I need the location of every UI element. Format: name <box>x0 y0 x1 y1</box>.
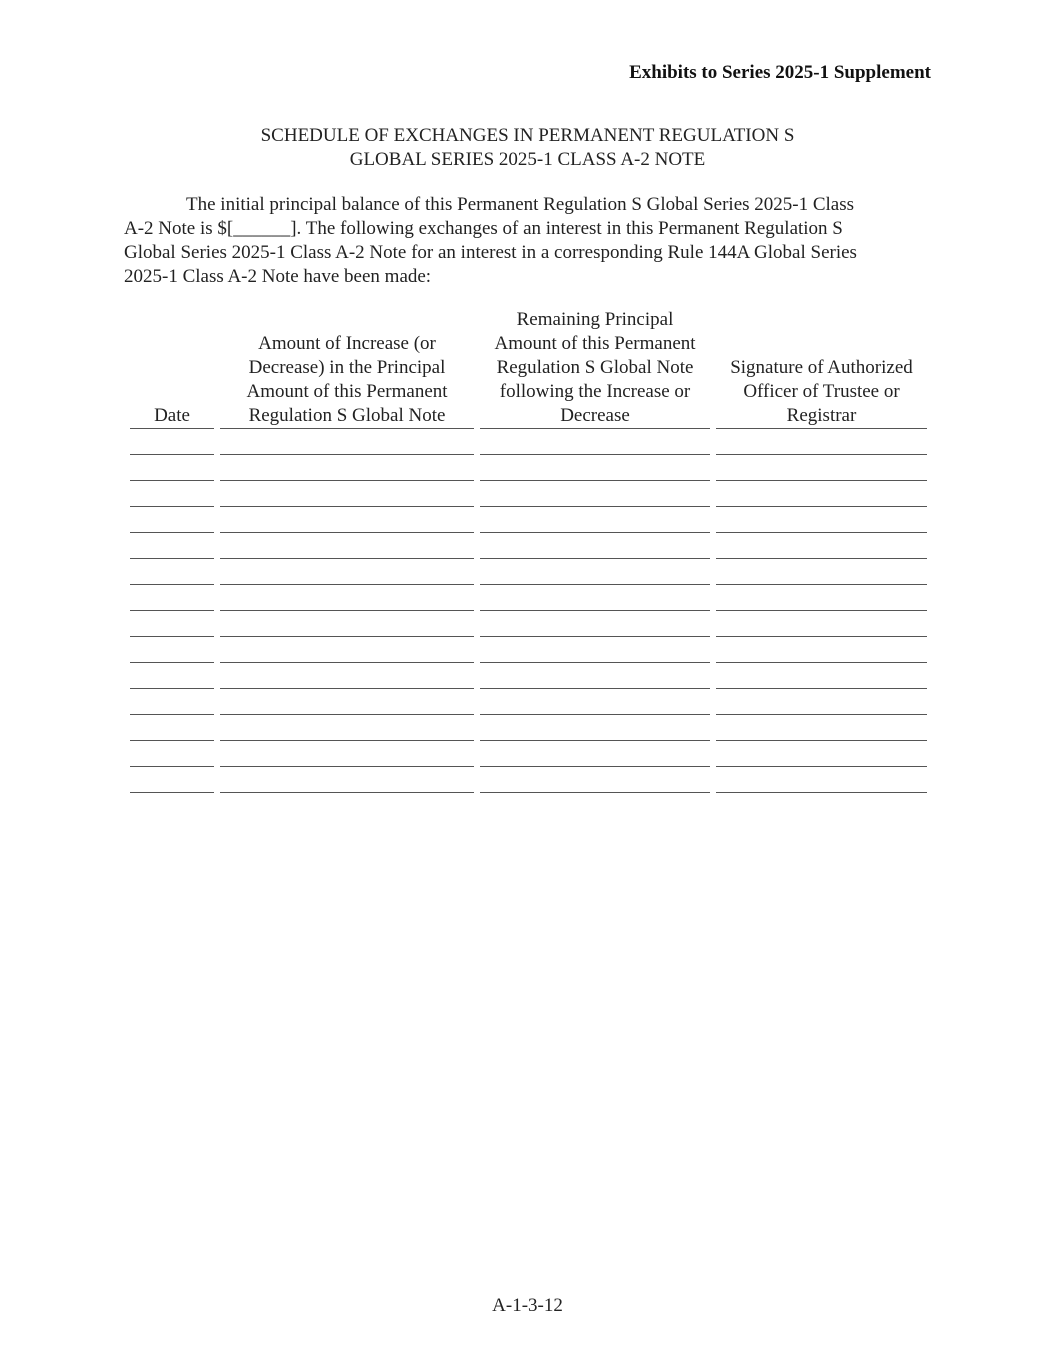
date-cell <box>130 507 214 533</box>
remaining-principal-cell <box>480 559 710 585</box>
table-row <box>130 559 927 585</box>
header-line: following the Increase or <box>499 381 691 402</box>
date-cell <box>130 715 214 741</box>
header-line: Regulation S Global Note <box>248 405 446 426</box>
date-cell <box>130 533 214 559</box>
remaining-principal-cell <box>480 689 710 715</box>
amount-change-cell <box>220 767 474 793</box>
table-row <box>130 767 927 793</box>
header-line: Amount of this Permanent <box>494 333 696 354</box>
table-header-row <box>130 308 927 429</box>
date-cell <box>130 559 214 585</box>
table-row <box>130 741 927 767</box>
amount-change-cell <box>220 715 474 741</box>
header-line: Amount of this Permanent <box>246 381 448 402</box>
paragraph-line-1: The initial principal balance of this Permanent Regulation S Global Series 2025-1 Class <box>186 194 855 215</box>
remaining-principal-cell <box>480 767 710 793</box>
remaining-principal-cell <box>480 663 710 689</box>
page-number: A-1-3-12 <box>492 1295 563 1316</box>
table-row <box>130 455 927 481</box>
amount-change-cell <box>220 741 474 767</box>
exchange-schedule-table <box>124 308 933 793</box>
header-line: Remaining Principal <box>516 309 674 330</box>
signature-cell <box>716 689 927 715</box>
amount-change-cell <box>220 429 474 455</box>
signature-cell <box>716 741 927 767</box>
title-line-2: GLOBAL SERIES 2025-1 CLASS A-2 NOTE <box>349 149 706 170</box>
signature-cell <box>716 585 927 611</box>
table-row <box>130 663 927 689</box>
amount-change-cell <box>220 585 474 611</box>
table-row <box>130 429 927 455</box>
paragraph-line-2: A-2 Note is $[______]. The following exchanges of an interest in this Permanent Regulation S <box>124 218 843 239</box>
amount-change-cell <box>220 507 474 533</box>
signature-cell <box>716 507 927 533</box>
remaining-principal-cell <box>480 741 710 767</box>
date-cell <box>130 767 214 793</box>
table-row <box>130 715 927 741</box>
intro-paragraph <box>124 193 936 289</box>
date-cell <box>130 741 214 767</box>
amount-change-cell <box>220 663 474 689</box>
signature-cell <box>716 481 927 507</box>
date-cell <box>130 429 214 455</box>
table-row <box>130 611 927 637</box>
header-line: Decrease) in the Principal <box>248 357 446 378</box>
document-header: Exhibits to Series 2025-1 Supplement <box>629 62 931 83</box>
signature-cell <box>716 429 927 455</box>
paragraph-line-4: 2025-1 Class A-2 Note have been made: <box>124 266 432 287</box>
amount-change-cell <box>220 611 474 637</box>
table-row <box>130 689 927 715</box>
signature-cell <box>716 637 927 663</box>
header-line: Officer of Trustee or <box>743 381 900 402</box>
header-line: Signature of Authorized <box>730 357 913 378</box>
date-cell <box>130 481 214 507</box>
remaining-principal-cell <box>480 585 710 611</box>
remaining-principal-cell <box>480 533 710 559</box>
remaining-principal-cell <box>480 455 710 481</box>
signature-cell <box>716 533 927 559</box>
header-line: Date <box>154 405 190 426</box>
column-header-amount-change <box>220 308 474 429</box>
header-line: Regulation S Global Note <box>496 357 694 378</box>
signature-cell <box>716 455 927 481</box>
date-cell <box>130 611 214 637</box>
remaining-principal-cell <box>480 715 710 741</box>
column-header-date <box>130 308 214 429</box>
table-row <box>130 533 927 559</box>
amount-change-cell <box>220 481 474 507</box>
table-row <box>130 481 927 507</box>
amount-change-cell <box>220 559 474 585</box>
amount-change-cell <box>220 533 474 559</box>
remaining-principal-cell <box>480 507 710 533</box>
remaining-principal-cell <box>480 637 710 663</box>
table-body <box>130 429 927 793</box>
remaining-principal-cell <box>480 429 710 455</box>
date-cell <box>130 455 214 481</box>
remaining-principal-cell <box>480 481 710 507</box>
paragraph-line-3: Global Series 2025-1 Class A-2 Note for an interest in a corresponding Rule 144A Global Series <box>124 242 857 263</box>
header-line: Decrease <box>560 405 630 426</box>
header-line: Registrar <box>786 405 857 426</box>
signature-cell <box>716 767 927 793</box>
signature-cell <box>716 715 927 741</box>
amount-change-cell <box>220 637 474 663</box>
amount-change-cell <box>220 455 474 481</box>
date-cell <box>130 637 214 663</box>
table-row <box>130 637 927 663</box>
table-row <box>130 585 927 611</box>
table-row <box>130 507 927 533</box>
remaining-principal-cell <box>480 611 710 637</box>
date-cell <box>130 663 214 689</box>
signature-cell <box>716 663 927 689</box>
schedule-title <box>0 124 1055 172</box>
title-line-1: SCHEDULE OF EXCHANGES IN PERMANENT REGULATION S <box>260 125 795 146</box>
date-cell <box>130 585 214 611</box>
column-header-remaining-principal <box>480 308 710 429</box>
signature-cell <box>716 559 927 585</box>
date-cell <box>130 689 214 715</box>
signature-cell <box>716 611 927 637</box>
header-line: Amount of Increase (or <box>258 333 436 354</box>
amount-change-cell <box>220 689 474 715</box>
column-header-signature <box>716 308 927 429</box>
